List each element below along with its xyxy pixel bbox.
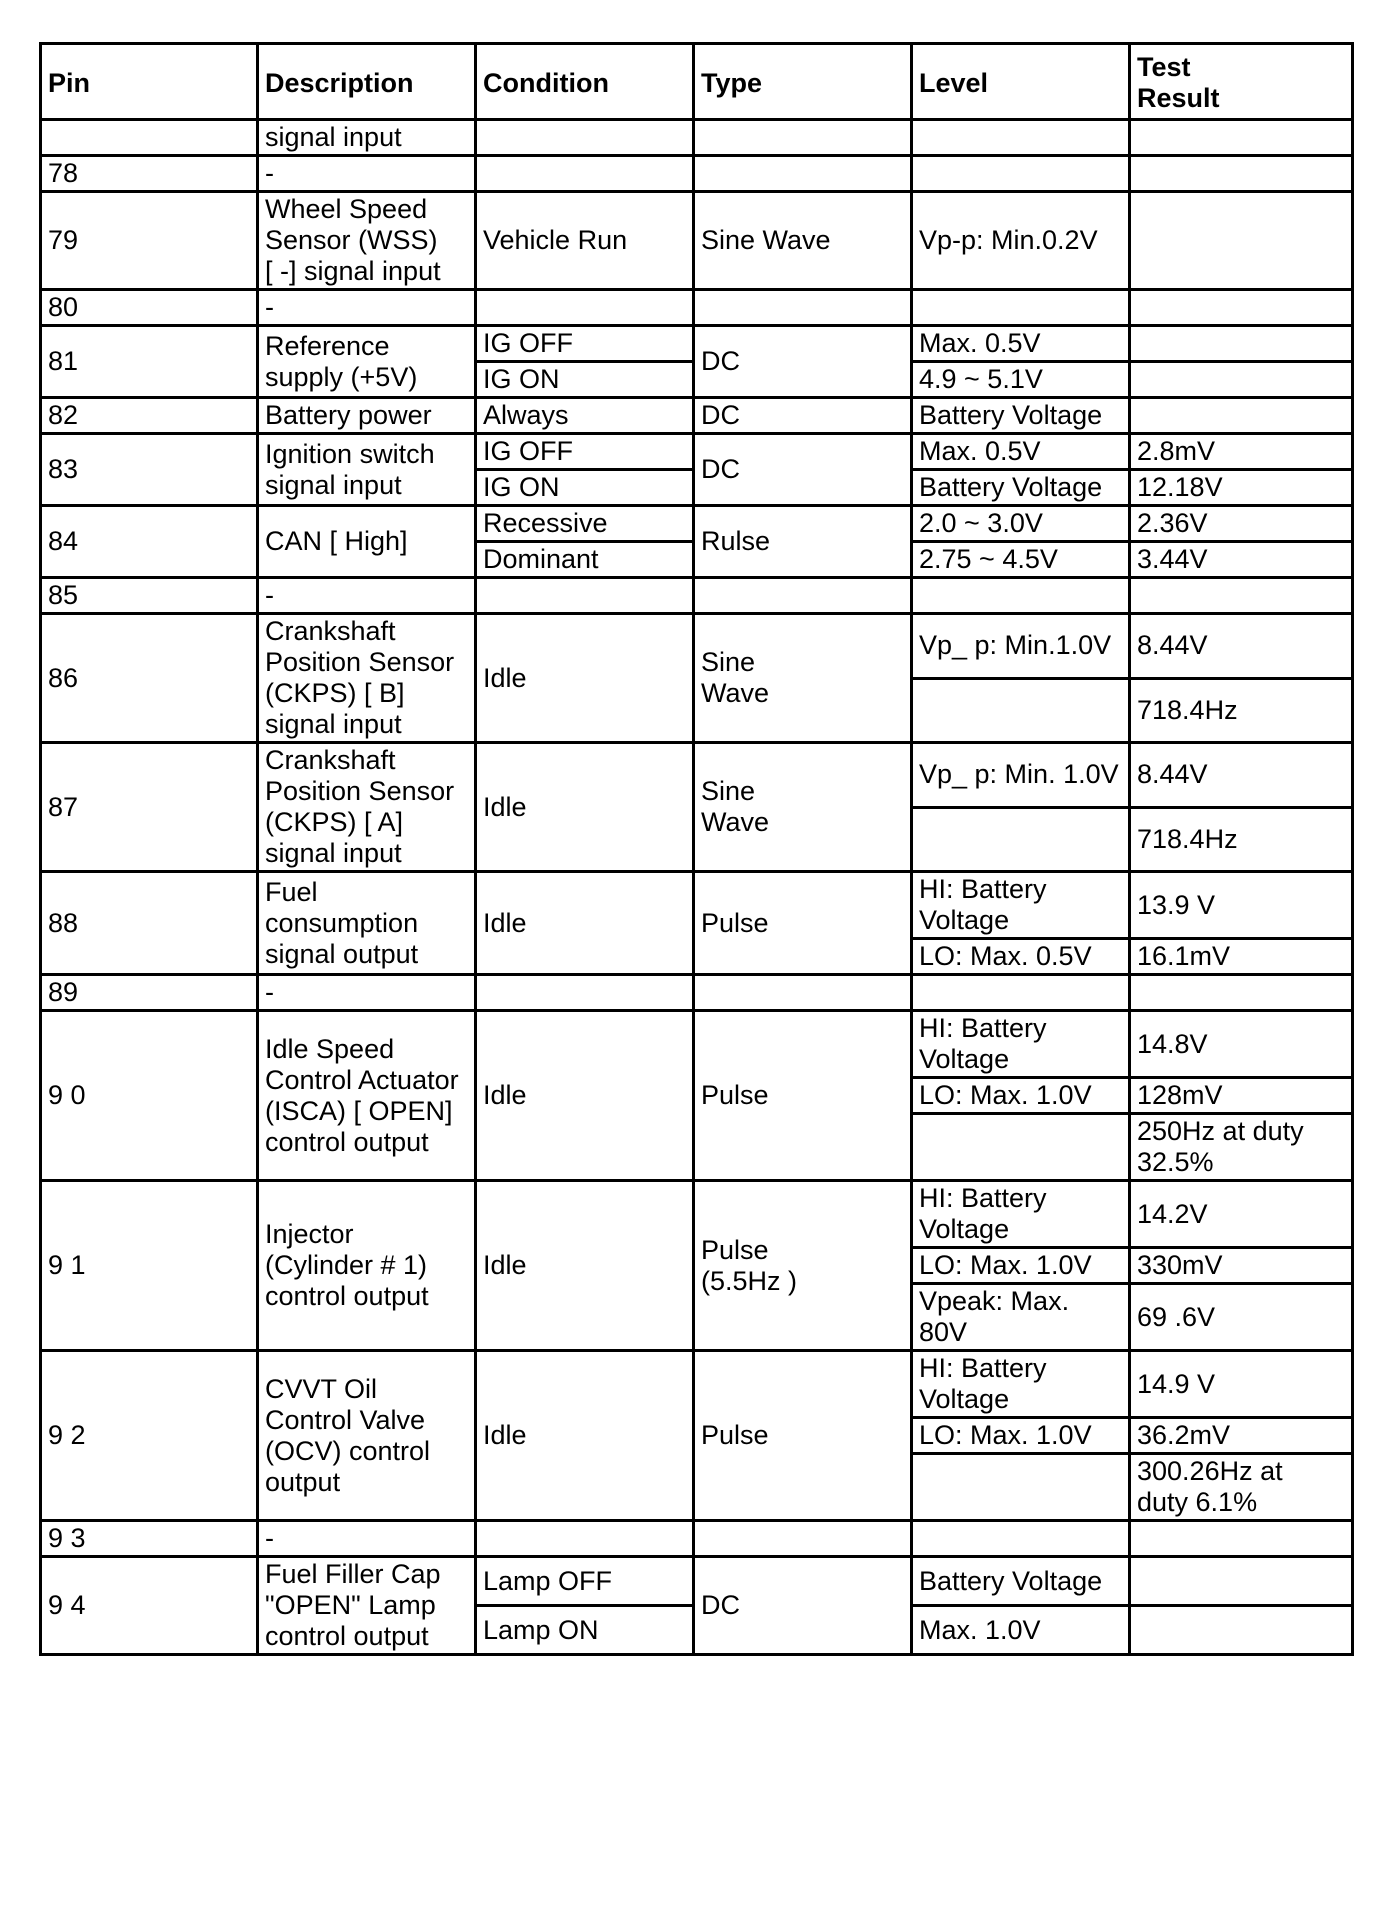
pin-test-table [39, 42, 1354, 1656]
level-cell: Battery Voltage [912, 470, 1130, 506]
condition-cell: Idle [476, 1181, 694, 1351]
description-cell: Injector (Cylinder # 1) control output [258, 1181, 476, 1351]
table-row [41, 506, 1353, 542]
level-cell [912, 807, 1130, 872]
pin-cell: 81 [41, 326, 258, 398]
condition-cell: Dominant [476, 542, 694, 578]
pin-cell: 89 [41, 975, 258, 1011]
test-result-cell: 718.4Hz [1130, 807, 1353, 872]
table-row [41, 578, 1353, 614]
condition-cell: IG ON [476, 362, 694, 398]
type-cell [694, 156, 912, 192]
test-result-cell: 250Hz at duty 32.5% [1130, 1114, 1353, 1181]
condition-cell: Always [476, 398, 694, 434]
pin-cell: 78 [41, 156, 258, 192]
test-result-cell: 36.2mV [1130, 1418, 1353, 1454]
test-result-cell: 14.2V [1130, 1181, 1353, 1248]
table-row [41, 743, 1353, 808]
test-result-cell: 14.8V [1130, 1011, 1353, 1078]
pin-cell: 85 [41, 578, 258, 614]
test-result-cell: 300.26Hz at duty 6.1% [1130, 1454, 1353, 1521]
type-cell [694, 975, 912, 1011]
level-cell: HI: Battery Voltage [912, 872, 1130, 939]
header-level: Level [912, 44, 1130, 120]
type-cell [694, 120, 912, 156]
test-result-cell [1130, 1557, 1353, 1606]
type-cell: Pulse [694, 872, 912, 975]
level-cell: Vpeak: Max. 80V [912, 1284, 1130, 1351]
test-result-cell: 14.9 V [1130, 1351, 1353, 1418]
pin-cell: 83 [41, 434, 258, 506]
type-cell: Pulse (5.5Hz ) [694, 1181, 912, 1351]
test-result-cell: 16.1mV [1130, 939, 1353, 975]
level-cell: LO: Max. 1.0V [912, 1078, 1130, 1114]
level-cell [912, 120, 1130, 156]
description-cell: Ignition switch signal input [258, 434, 476, 506]
pin-cell: 9 2 [41, 1351, 258, 1521]
test-result-cell [1130, 120, 1353, 156]
test-result-cell: 2.8mV [1130, 434, 1353, 470]
condition-cell: Idle [476, 872, 694, 975]
table-row [41, 434, 1353, 470]
header-pin: Pin [41, 44, 258, 120]
test-result-cell [1130, 192, 1353, 290]
header-description: Description [258, 44, 476, 120]
description-cell: Wheel Speed Sensor (WSS) [ -] signal input [258, 192, 476, 290]
description-cell: Reference supply (+5V) [258, 326, 476, 398]
condition-cell: Idle [476, 743, 694, 872]
level-cell [912, 156, 1130, 192]
header-condition: Condition [476, 44, 694, 120]
test-result-cell: 8.44V [1130, 743, 1353, 808]
header-type: Type [694, 44, 912, 120]
type-cell: Pulse [694, 1351, 912, 1521]
description-cell: - [258, 578, 476, 614]
level-cell: HI: Battery Voltage [912, 1181, 1130, 1248]
table-row [41, 398, 1353, 434]
level-cell: Max. 0.5V [912, 326, 1130, 362]
table-row [41, 614, 1353, 679]
description-cell: Crankshaft Position Sensor (CKPS) [ A] signal input [258, 743, 476, 872]
table-body [41, 120, 1353, 1655]
table-row [41, 290, 1353, 326]
type-cell: Sine Wave [694, 614, 912, 743]
test-result-cell: 13.9 V [1130, 872, 1353, 939]
test-result-cell [1130, 1521, 1353, 1557]
test-result-cell: 718.4Hz [1130, 678, 1353, 743]
condition-cell: Recessive [476, 506, 694, 542]
condition-cell [476, 1521, 694, 1557]
test-result-cell [1130, 578, 1353, 614]
test-result-cell [1130, 1606, 1353, 1655]
test-result-cell [1130, 326, 1353, 362]
level-cell: Battery Voltage [912, 1557, 1130, 1606]
description-cell: - [258, 1521, 476, 1557]
test-result-cell: 3.44V [1130, 542, 1353, 578]
level-cell [912, 290, 1130, 326]
level-cell [912, 975, 1130, 1011]
table-row [41, 156, 1353, 192]
description-cell: Battery power [258, 398, 476, 434]
condition-cell: IG OFF [476, 434, 694, 470]
type-cell [694, 1521, 912, 1557]
table-row [41, 1521, 1353, 1557]
condition-cell: IG OFF [476, 326, 694, 362]
level-cell [912, 678, 1130, 743]
test-result-cell: 330mV [1130, 1248, 1353, 1284]
condition-cell [476, 156, 694, 192]
pin-cell: 79 [41, 192, 258, 290]
table-row [41, 975, 1353, 1011]
condition-cell: Idle [476, 1351, 694, 1521]
description-cell: - [258, 975, 476, 1011]
type-cell: DC [694, 1557, 912, 1655]
test-result-cell: 8.44V [1130, 614, 1353, 679]
level-cell [912, 1454, 1130, 1521]
header-test-result: Test Result [1130, 44, 1353, 120]
level-cell [912, 1521, 1130, 1557]
description-cell: Fuel Filler Cap "OPEN" Lamp control output [258, 1557, 476, 1655]
level-cell: 2.0 ~ 3.0V [912, 506, 1130, 542]
description-cell: Fuel consumption signal output [258, 872, 476, 975]
description-cell: Idle Speed Control Actuator (ISCA) [ OPEN] control output [258, 1011, 476, 1181]
level-cell: Vp_ p: Min. 1.0V [912, 743, 1130, 808]
test-result-cell [1130, 398, 1353, 434]
pin-cell: 9 1 [41, 1181, 258, 1351]
test-result-cell [1130, 156, 1353, 192]
table-row [41, 1557, 1353, 1606]
type-cell: DC [694, 434, 912, 506]
condition-cell: IG ON [476, 470, 694, 506]
level-cell: Battery Voltage [912, 398, 1130, 434]
table-header-row [41, 44, 1353, 120]
pin-cell: 9 3 [41, 1521, 258, 1557]
level-cell: LO: Max. 1.0V [912, 1248, 1130, 1284]
table-row [41, 1351, 1353, 1418]
type-cell: Pulse [694, 1011, 912, 1181]
pin-cell: 9 4 [41, 1557, 258, 1655]
table-row [41, 1181, 1353, 1248]
level-cell: Max. 1.0V [912, 1606, 1130, 1655]
condition-cell [476, 290, 694, 326]
description-cell: - [258, 290, 476, 326]
condition-cell [476, 578, 694, 614]
condition-cell: Lamp OFF [476, 1557, 694, 1606]
table-row [41, 326, 1353, 362]
type-cell: Rulse [694, 506, 912, 578]
pin-cell: 9 0 [41, 1011, 258, 1181]
table-row [41, 192, 1353, 290]
condition-cell [476, 120, 694, 156]
condition-cell: Idle [476, 614, 694, 743]
pin-cell: 87 [41, 743, 258, 872]
description-cell: signal input [258, 120, 476, 156]
pin-cell [41, 120, 258, 156]
condition-cell: Idle [476, 1011, 694, 1181]
type-cell: Sine Wave [694, 743, 912, 872]
test-result-cell: 128mV [1130, 1078, 1353, 1114]
pin-cell: 80 [41, 290, 258, 326]
condition-cell [476, 975, 694, 1011]
test-result-cell: 2.36V [1130, 506, 1353, 542]
condition-cell: Vehicle Run [476, 192, 694, 290]
condition-cell: Lamp ON [476, 1606, 694, 1655]
table-row [41, 120, 1353, 156]
description-cell: CVVT Oil Control Valve (OCV) control output [258, 1351, 476, 1521]
level-cell: Vp-p: Min.0.2V [912, 192, 1130, 290]
level-cell [912, 578, 1130, 614]
level-cell: 2.75 ~ 4.5V [912, 542, 1130, 578]
type-cell [694, 290, 912, 326]
type-cell: DC [694, 398, 912, 434]
test-result-cell: 69 .6V [1130, 1284, 1353, 1351]
level-cell: Vp_ p: Min.1.0V [912, 614, 1130, 679]
level-cell: LO: Max. 0.5V [912, 939, 1130, 975]
pin-cell: 88 [41, 872, 258, 975]
type-cell: Sine Wave [694, 192, 912, 290]
level-cell: HI: Battery Voltage [912, 1011, 1130, 1078]
test-result-cell: 12.18V [1130, 470, 1353, 506]
test-result-cell [1130, 362, 1353, 398]
level-cell: 4.9 ~ 5.1V [912, 362, 1130, 398]
type-cell [694, 578, 912, 614]
table-row [41, 1011, 1353, 1078]
pin-cell: 82 [41, 398, 258, 434]
level-cell: Max. 0.5V [912, 434, 1130, 470]
level-cell [912, 1114, 1130, 1181]
pin-cell: 84 [41, 506, 258, 578]
description-cell: - [258, 156, 476, 192]
level-cell: LO: Max. 1.0V [912, 1418, 1130, 1454]
level-cell: HI: Battery Voltage [912, 1351, 1130, 1418]
pin-cell: 86 [41, 614, 258, 743]
description-cell: CAN [ High] [258, 506, 476, 578]
description-cell: Crankshaft Position Sensor (CKPS) [ B] signal input [258, 614, 476, 743]
test-result-cell [1130, 975, 1353, 1011]
table-row [41, 872, 1353, 939]
type-cell: DC [694, 326, 912, 398]
test-result-cell [1130, 290, 1353, 326]
